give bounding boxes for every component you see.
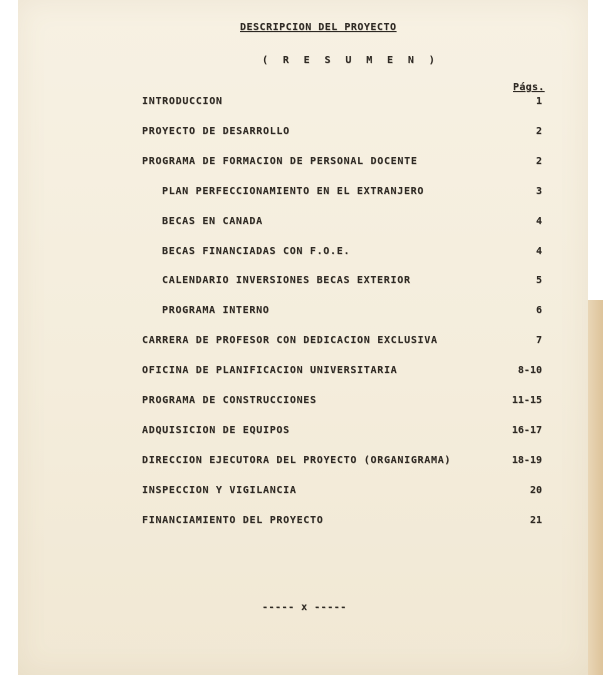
toc-entry-page: 5 <box>535 275 542 286</box>
toc-entry-page: 2 <box>535 126 542 137</box>
toc-entry-label: BECAS EN CANADA <box>162 216 263 227</box>
document-subtitle: ( R E S U M E N ) <box>262 55 440 66</box>
toc-entry-page: 7 <box>535 335 542 346</box>
toc-entry-page: 4 <box>535 246 542 257</box>
toc-entry-label: PROGRAMA DE CONSTRUCCIONES <box>142 395 317 406</box>
toc-entry-label: INSPECCION Y VIGILANCIA <box>142 485 297 496</box>
toc-entry-label: PLAN PERFECCIONAMIENTO EN EL EXTRANJERO <box>162 186 425 197</box>
document-page <box>18 0 588 675</box>
toc-entry-page: 4 <box>535 216 542 227</box>
toc-entry-label: CARRERA DE PROFESOR CON DEDICACION EXCLUSIVA <box>142 335 438 346</box>
toc-entry-page: 20 <box>529 485 542 496</box>
toc-entry <box>142 156 542 170</box>
toc-subentry <box>162 186 542 200</box>
toc-subentry <box>162 305 542 319</box>
toc-entry <box>142 126 542 140</box>
toc-entry-page: 1 <box>535 96 542 107</box>
toc-entry-page: 21 <box>529 515 542 526</box>
page-column-header: Págs. <box>513 82 545 93</box>
toc-entry-label: PROYECTO DE DESARROLLO <box>142 126 290 137</box>
toc-entry-label: CALENDARIO INVERSIONES BECAS EXTERIOR <box>162 275 411 286</box>
toc-entry <box>142 395 542 409</box>
toc-subentry <box>162 216 542 230</box>
toc-entry <box>142 425 542 439</box>
toc-entry-page: 18-19 <box>511 455 542 466</box>
toc-entry-label: OFICINA DE PLANIFICACION UNIVERSITARIA <box>142 365 398 376</box>
toc-entry-label: DIRECCION EJECUTORA DEL PROYECTO (ORGANIGRAMA) <box>142 455 452 466</box>
toc-entry <box>142 335 542 349</box>
toc-entry-page: 16-17 <box>511 425 542 436</box>
toc-entry-label: BECAS FINANCIADAS CON F.O.E. <box>162 246 351 257</box>
toc-entry-label: INTRODUCCION <box>142 96 223 107</box>
document-title: DESCRIPCION DEL PROYECTO <box>240 22 397 33</box>
end-mark: ----- x ----- <box>262 602 347 613</box>
toc-entry-page: 2 <box>535 156 542 167</box>
toc-entry-page: 3 <box>535 186 542 197</box>
toc-entry-label: ADQUISICION DE EQUIPOS <box>142 425 290 436</box>
toc-entry-label: FINANCIAMIENTO DEL PROYECTO <box>142 515 324 526</box>
toc-subentry <box>162 246 542 260</box>
toc-entry <box>142 365 542 379</box>
toc-entry-page: 6 <box>535 305 542 316</box>
toc-subentry <box>162 275 542 289</box>
toc-entry <box>142 485 542 499</box>
toc-entry-page: 8-10 <box>517 365 542 376</box>
toc-entry <box>142 455 542 469</box>
toc-entry-page: 11-15 <box>511 395 542 406</box>
toc-entry-label: PROGRAMA INTERNO <box>162 305 270 316</box>
toc-entry <box>142 515 542 529</box>
toc-entry <box>142 96 542 110</box>
toc-entry-label: PROGRAMA DE FORMACION DE PERSONAL DOCENTE <box>142 156 418 167</box>
paper-edge <box>588 300 603 675</box>
